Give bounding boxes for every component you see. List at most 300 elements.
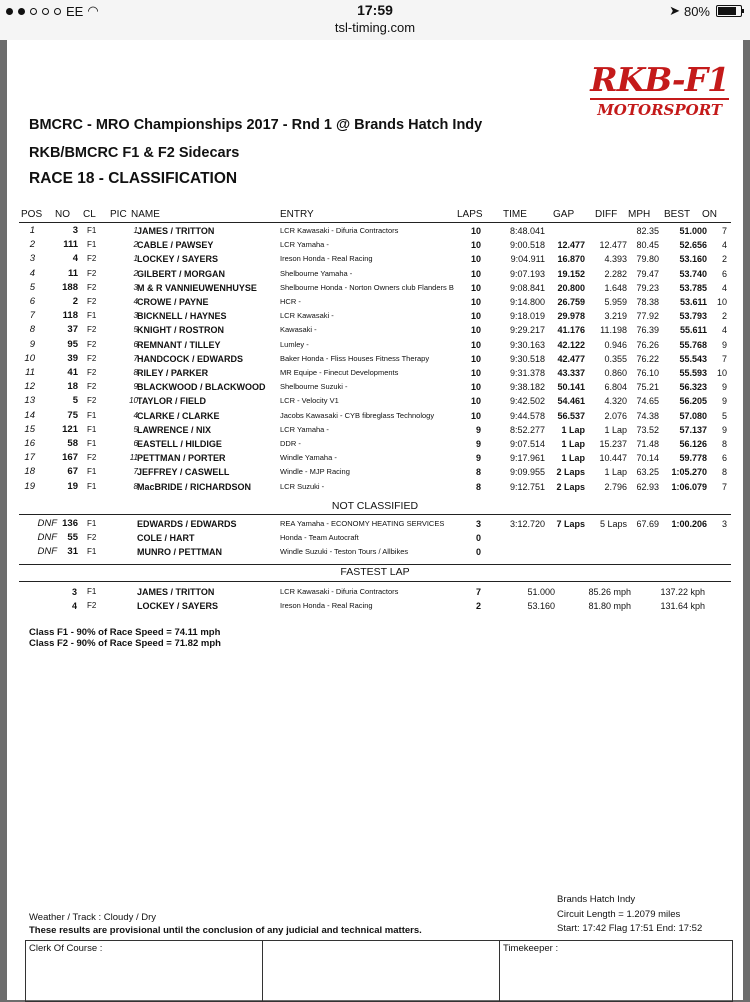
- position: 10: [24, 352, 35, 364]
- race-number: 37: [67, 324, 78, 336]
- position: 5: [29, 281, 35, 293]
- divider: [19, 564, 731, 565]
- best-on-lap: 10: [716, 368, 727, 378]
- signature-boxes: [25, 940, 733, 1002]
- mph: 71.48: [636, 439, 659, 449]
- race-time: 9:12.751: [509, 481, 545, 492]
- laps: 10: [470, 282, 481, 293]
- blank-box: [263, 941, 500, 1001]
- position-in-class: 11: [129, 453, 138, 463]
- position: 15: [24, 423, 35, 435]
- gap: 1 Lap: [561, 453, 585, 464]
- position: 4: [29, 267, 35, 279]
- race-time: 9:00.518: [509, 240, 545, 251]
- entry: Windle Suzuki - Teston Tours / Allbikes: [280, 547, 409, 557]
- driver-names: HANDCOCK / EDWARDS: [137, 353, 244, 364]
- mph: 79.23: [636, 282, 659, 293]
- best-lap: 53.785: [679, 282, 707, 293]
- header-pic: PIC: [110, 209, 127, 220]
- diff: 4.320: [604, 396, 627, 407]
- mph: 74.65: [636, 396, 659, 407]
- divider: [19, 514, 731, 515]
- position-in-class: 5: [133, 424, 138, 434]
- best-on-lap: 5: [721, 410, 727, 421]
- driver-names: CLARKE / CLARKE: [137, 410, 220, 421]
- driver-names: PETTMAN / PORTER: [137, 453, 226, 464]
- best-lap: 56.126: [679, 439, 707, 449]
- driver-names: JEFFREY / CASWELL: [137, 467, 230, 478]
- race-number: 41: [67, 367, 78, 378]
- diff: 1.648: [604, 282, 627, 293]
- speed-mph: 85.26 mph: [588, 587, 631, 597]
- race-number: 4: [72, 253, 78, 265]
- race-number: 95: [67, 338, 78, 350]
- result-row: [7, 238, 743, 252]
- wifi-icon: ◠: [87, 3, 99, 18]
- best-lap: 59.778: [679, 453, 707, 464]
- diff: 0.355: [604, 353, 627, 364]
- gap: 1 Lap: [561, 439, 585, 449]
- entry: LCR Kawasaki -: [280, 311, 334, 321]
- race-time: 3:12.720: [509, 519, 545, 529]
- race-number: 55: [67, 532, 78, 544]
- best-lap: 52.656: [679, 240, 707, 251]
- diff: 0.860: [604, 368, 627, 378]
- diff: 6.804: [604, 382, 627, 393]
- gap: 19.152: [557, 268, 585, 279]
- not-classified-title: NOT CLASSIFIED: [331, 500, 419, 512]
- laps: 10: [470, 311, 481, 322]
- speed-kph: 131.64 kph: [660, 601, 705, 612]
- race-number: 111: [63, 239, 78, 251]
- url-bar[interactable]: tsl-timing.com: [334, 20, 416, 35]
- class: F2: [87, 282, 97, 292]
- position-in-class: 2: [133, 240, 138, 250]
- position: 8: [29, 324, 35, 336]
- mph: 79.80: [636, 254, 659, 265]
- driver-names: CROWE / PAYNE: [137, 297, 209, 307]
- result-row: [7, 480, 743, 494]
- entry: LCR - Velocity V1: [280, 396, 339, 406]
- dnf-row: [7, 545, 743, 559]
- best-lap: 1:00.206: [671, 519, 707, 529]
- race-time: 8:52.277: [509, 424, 545, 435]
- position-in-class: 1: [133, 254, 138, 264]
- best-on-lap: 3: [721, 519, 727, 529]
- entry: Windle - MJP Racing: [280, 467, 350, 477]
- mph: 79.47: [636, 268, 659, 279]
- laps: 0: [475, 547, 481, 558]
- entry: LCR Suzuki -: [280, 481, 325, 491]
- driver-names: BLACKWOOD / BLACKWOOD: [137, 382, 266, 393]
- laps: 10: [470, 339, 481, 350]
- provisional-notice: These results are provisional until the conclusion of any judicial and technical matters.: [29, 925, 422, 936]
- class: F1: [87, 311, 97, 321]
- laps: 10: [470, 240, 481, 251]
- class: F1: [87, 587, 97, 596]
- driver-names: TAYLOR / FIELD: [137, 396, 207, 407]
- position: 13: [24, 395, 35, 407]
- gap: 54.461: [557, 396, 585, 407]
- position-in-class: 7: [133, 353, 138, 363]
- status: DNF: [37, 546, 57, 558]
- race-number: 18: [67, 381, 78, 393]
- gap: 16.870: [557, 254, 585, 265]
- result-row: [7, 309, 743, 323]
- best-on-lap: 8: [721, 439, 727, 449]
- race-number: 58: [67, 438, 78, 449]
- gap: 12.477: [557, 240, 585, 251]
- header-entry: ENTRY: [280, 209, 314, 220]
- entry: Shelbourne Yamaha -: [280, 268, 353, 278]
- driver-names: LOCKEY / SAYERS: [137, 254, 219, 265]
- lap-number: 2: [475, 601, 481, 612]
- clock: 17:59: [357, 2, 393, 18]
- gap: 2 Laps: [556, 481, 585, 492]
- driver-names: KNIGHT / ROSTRON: [137, 325, 224, 336]
- laps: 0: [475, 533, 481, 544]
- position-in-class: 3: [133, 282, 138, 292]
- result-row: [7, 380, 743, 394]
- gap: 1 Lap: [561, 424, 585, 435]
- diff: 12.477: [599, 240, 627, 251]
- mph: 76.10: [636, 368, 659, 378]
- diff: 1 Lap: [604, 467, 627, 478]
- position-in-class: 6: [133, 339, 138, 349]
- result-row: [7, 423, 743, 437]
- mph: 80.45: [636, 240, 659, 251]
- class: F2: [87, 368, 97, 377]
- race-time: 9:08.841: [509, 282, 545, 293]
- best-lap: 53.160: [679, 254, 707, 265]
- race-number: 31: [67, 546, 78, 558]
- entry: LCR Kawasaki - Difuria Contractors: [280, 226, 399, 235]
- entry: HCR -: [280, 297, 301, 306]
- driver-names: JAMES / TRITTON: [137, 226, 215, 236]
- driver-names: REMNANT / TILLEY: [137, 339, 221, 350]
- best-on-lap: 4: [721, 240, 727, 251]
- class: F1: [87, 519, 97, 528]
- speed-kph: 137.22 kph: [660, 587, 705, 597]
- position: 9: [29, 338, 35, 350]
- header-best: BEST: [664, 209, 691, 220]
- best-on-lap: 6: [721, 268, 727, 279]
- best-on-lap: 9: [721, 339, 727, 350]
- lap-time: 51.000: [527, 587, 555, 597]
- laps: 10: [470, 297, 481, 307]
- diff: 1 Lap: [604, 424, 627, 435]
- driver-names: M & R VANNIEUWENHUYSE: [137, 282, 257, 293]
- event-title: BMCRC - MRO Championships 2017 - Rnd 1 @ Brands Hatch Indy: [29, 117, 483, 133]
- position: 3: [29, 253, 35, 265]
- diff: 4.393: [604, 254, 627, 265]
- best-on-lap: 4: [721, 325, 727, 336]
- race-number: 67: [67, 466, 78, 478]
- class-speed-f2: Class F2 - 90% of Race Speed = 71.82 mph: [29, 638, 221, 649]
- position-in-class: 9: [133, 382, 138, 392]
- race-time: 9:30.518: [509, 353, 545, 364]
- laps: 8: [475, 481, 481, 492]
- best-lap: 55.611: [679, 325, 707, 336]
- class: F2: [87, 325, 97, 335]
- race-number: 39: [67, 352, 78, 364]
- rkb-logo: [590, 60, 729, 119]
- mph: 78.38: [636, 297, 659, 307]
- race-time: 9:30.163: [509, 339, 545, 350]
- best-on-lap: 10: [716, 297, 727, 307]
- battery-percent: 80%: [683, 3, 710, 19]
- driver-names: EDWARDS / EDWARDS: [137, 519, 237, 529]
- result-row: [7, 394, 743, 408]
- entry: Lumley -: [280, 339, 309, 349]
- class: F2: [87, 353, 97, 363]
- best-lap: 53.611: [679, 297, 707, 307]
- logo-sub: MOTORSPORT: [590, 98, 729, 119]
- circuit-length: Circuit Length = 1.2079 miles: [557, 909, 681, 920]
- laps: 9: [475, 424, 481, 435]
- lap-time: 53.160: [527, 601, 555, 612]
- class: F1: [87, 547, 97, 557]
- diff: 11.198: [600, 325, 627, 336]
- best-lap: 57.137: [679, 424, 707, 435]
- position: 1: [29, 225, 35, 236]
- status: DNF: [37, 518, 57, 529]
- header-no: NO: [55, 209, 70, 220]
- carrier-name: EE: [66, 3, 84, 19]
- position: 16: [24, 438, 35, 449]
- entry: LCR Kawasaki - Difuria Contractors: [280, 587, 399, 596]
- race-time: 9:42.502: [509, 396, 545, 407]
- position-in-class: 4: [133, 297, 138, 306]
- driver-names: LAWRENCE / NIX: [137, 424, 212, 435]
- result-row: [7, 323, 743, 337]
- driver-names: JAMES / TRITTON: [137, 587, 215, 597]
- race-number: 167: [62, 452, 78, 464]
- laps: 10: [470, 396, 481, 407]
- driver-names: GILBERT / MORGAN: [137, 268, 225, 279]
- mph: 82.35: [636, 226, 659, 236]
- best-on-lap: 6: [721, 453, 727, 464]
- header-on: ON: [702, 209, 717, 220]
- race-number: 121: [62, 423, 78, 435]
- logo-main: RKB-F1: [590, 60, 729, 99]
- speed-mph: 81.80 mph: [588, 601, 631, 612]
- race-time: 9:38.182: [509, 382, 545, 393]
- entry: Shelbourne Suzuki -: [280, 382, 348, 392]
- gap: 43.337: [557, 368, 585, 378]
- position-in-class: 6: [133, 439, 138, 448]
- race-number: 75: [67, 409, 78, 421]
- position-in-class: 8: [133, 368, 138, 377]
- race-time: 9:07.193: [509, 268, 545, 279]
- race-time: 9:44.578: [509, 410, 545, 421]
- class: F2: [87, 297, 97, 306]
- mph: 63.25: [636, 467, 659, 478]
- class: F1: [87, 467, 97, 477]
- divider: [19, 581, 731, 582]
- mph: 74.38: [636, 410, 659, 421]
- position-in-class: 7: [133, 467, 138, 477]
- class: F2: [87, 453, 97, 463]
- race-time: 9:07.514: [509, 439, 545, 449]
- race-time: 9:17.961: [509, 453, 545, 464]
- result-row: [7, 338, 743, 352]
- best-on-lap: 8: [721, 467, 727, 478]
- class: F2: [87, 268, 97, 278]
- timekeeper-label: Timekeeper :: [503, 943, 559, 954]
- best-on-lap: 7: [721, 481, 727, 492]
- class: F1: [87, 439, 97, 448]
- class-title: RKB/BMCRC F1 & F2 Sidecars: [29, 145, 240, 161]
- laps: 9: [475, 453, 481, 464]
- position-in-class: 2: [133, 268, 138, 278]
- class: F2: [87, 382, 97, 392]
- best-lap: 55.593: [679, 368, 707, 378]
- battery-icon: [716, 5, 742, 17]
- laps: 3: [475, 519, 481, 529]
- diff: 5 Laps: [599, 519, 627, 529]
- position: 2: [29, 239, 35, 251]
- race-time: 8:48.041: [509, 226, 545, 236]
- class: F1: [87, 240, 97, 250]
- result-row: [7, 352, 743, 366]
- laps: 10: [470, 382, 481, 393]
- diff: 0.946: [604, 339, 627, 350]
- best-lap: 57.080: [679, 410, 707, 421]
- entry: Shelbourne Honda - Norton Owners club Flanders B: [280, 282, 454, 292]
- best-on-lap: 7: [721, 226, 727, 236]
- entry: Baker Honda - Fliss Houses Fitness Therapy: [280, 353, 430, 363]
- driver-names: COLE / HART: [137, 533, 195, 544]
- diff: 15.237: [599, 439, 627, 449]
- fastest-lap-title: FASTEST LAP: [340, 566, 410, 578]
- driver-names: LOCKEY / SAYERS: [137, 601, 219, 612]
- position-in-class: 5: [133, 325, 138, 335]
- status-bar: [0, 0, 750, 40]
- position-in-class: 4: [133, 410, 138, 420]
- gap: 29.978: [557, 311, 585, 322]
- best-on-lap: 9: [721, 382, 727, 393]
- header-time: TIME: [503, 209, 527, 220]
- race-title: RACE 18 - CLASSIFICATION: [29, 170, 238, 187]
- position: 12: [24, 381, 35, 393]
- clerk-box: [26, 941, 263, 1001]
- class: F1: [87, 226, 97, 235]
- laps: 10: [470, 410, 481, 421]
- race-times: Start: 17:42 Flag 17:51 End: 17:52: [557, 923, 703, 934]
- best-on-lap: 7: [721, 353, 727, 364]
- class: F2: [87, 533, 97, 543]
- position: 19: [24, 480, 35, 492]
- best-on-lap: 4: [721, 282, 727, 293]
- race-number: 3: [72, 225, 78, 236]
- entry: Honda - Team Autocraft: [280, 533, 359, 543]
- gap: 41.176: [557, 325, 585, 336]
- laps: 10: [470, 268, 481, 279]
- race-time: 9:18.019: [509, 311, 545, 322]
- lap-number: 7: [475, 587, 481, 597]
- fastest-lap-row: [7, 599, 743, 613]
- position: 18: [24, 466, 35, 478]
- driver-names: CABLE / PAWSEY: [137, 240, 214, 251]
- header-gap: GAP: [553, 209, 575, 220]
- race-number: 136: [62, 518, 78, 529]
- entry: Ireson Honda - Real Racing: [280, 254, 373, 264]
- best-lap: 55.543: [679, 353, 707, 364]
- result-row: [7, 224, 743, 238]
- results-document: [7, 40, 743, 1000]
- entry: Windle Yamaha -: [280, 453, 337, 463]
- race-time: 9:31.378: [509, 368, 545, 378]
- race-number: 118: [62, 310, 78, 322]
- class: F1: [87, 481, 97, 491]
- best-lap: 55.768: [679, 339, 707, 350]
- mph: 75.21: [636, 382, 659, 393]
- diff: 2.076: [604, 410, 627, 421]
- mph: 73.52: [636, 424, 659, 435]
- race-number: 188: [62, 281, 78, 293]
- battery-status: [669, 3, 742, 19]
- laps: 10: [470, 368, 481, 378]
- position-in-class: 1: [133, 226, 138, 235]
- result-row: [7, 366, 743, 380]
- laps: 10: [470, 226, 481, 236]
- best-lap: 53.793: [679, 311, 707, 322]
- class: F1: [87, 410, 97, 420]
- result-row: [7, 295, 743, 309]
- header-divider: [19, 222, 731, 223]
- best-on-lap: 2: [721, 311, 727, 322]
- result-row: [7, 437, 743, 451]
- entry: MR Equipe - Finecut Developments: [280, 368, 399, 377]
- laps: 10: [470, 353, 481, 364]
- best-on-lap: 2: [721, 254, 727, 265]
- header-pos: POS: [21, 209, 43, 220]
- laps: 9: [475, 439, 481, 449]
- position: 7: [29, 310, 35, 322]
- race-number: 19: [67, 480, 78, 492]
- best-on-lap: 9: [721, 424, 727, 435]
- best-on-lap: 9: [721, 396, 727, 407]
- laps: 8: [475, 467, 481, 478]
- dnf-row: [7, 531, 743, 545]
- position: 6: [29, 296, 35, 307]
- position-in-class: 3: [133, 311, 138, 321]
- race-number: 11: [67, 267, 78, 279]
- timekeeper-box: [500, 941, 732, 1001]
- race-number: 2: [72, 296, 78, 307]
- mph: 76.22: [636, 353, 659, 364]
- entry: LCR Yamaha -: [280, 424, 329, 434]
- entry: LCR Yamaha -: [280, 240, 329, 250]
- gap: 42.122: [557, 339, 585, 350]
- result-row: [7, 465, 743, 479]
- position: 11: [25, 367, 35, 378]
- entry: Jacobs Kawasaki - CYB fibreglass Technology: [280, 410, 435, 420]
- header-mph: MPH: [628, 209, 651, 220]
- fastest-lap-row: [7, 585, 743, 599]
- entry: Kawasaki -: [280, 325, 317, 335]
- clerk-label: Clerk Of Course :: [29, 943, 103, 954]
- race-number: 5: [72, 395, 78, 407]
- class-speed-f1: Class F1 - 90% of Race Speed = 74.11 mph: [29, 627, 221, 638]
- entry: DDR -: [280, 439, 301, 448]
- diff: 3.219: [604, 311, 627, 322]
- class: F2: [87, 601, 97, 611]
- driver-names: MUNRO / PETTMAN: [137, 547, 222, 558]
- entry: Ireson Honda - Real Racing: [280, 601, 373, 611]
- mph: 67.69: [636, 519, 659, 529]
